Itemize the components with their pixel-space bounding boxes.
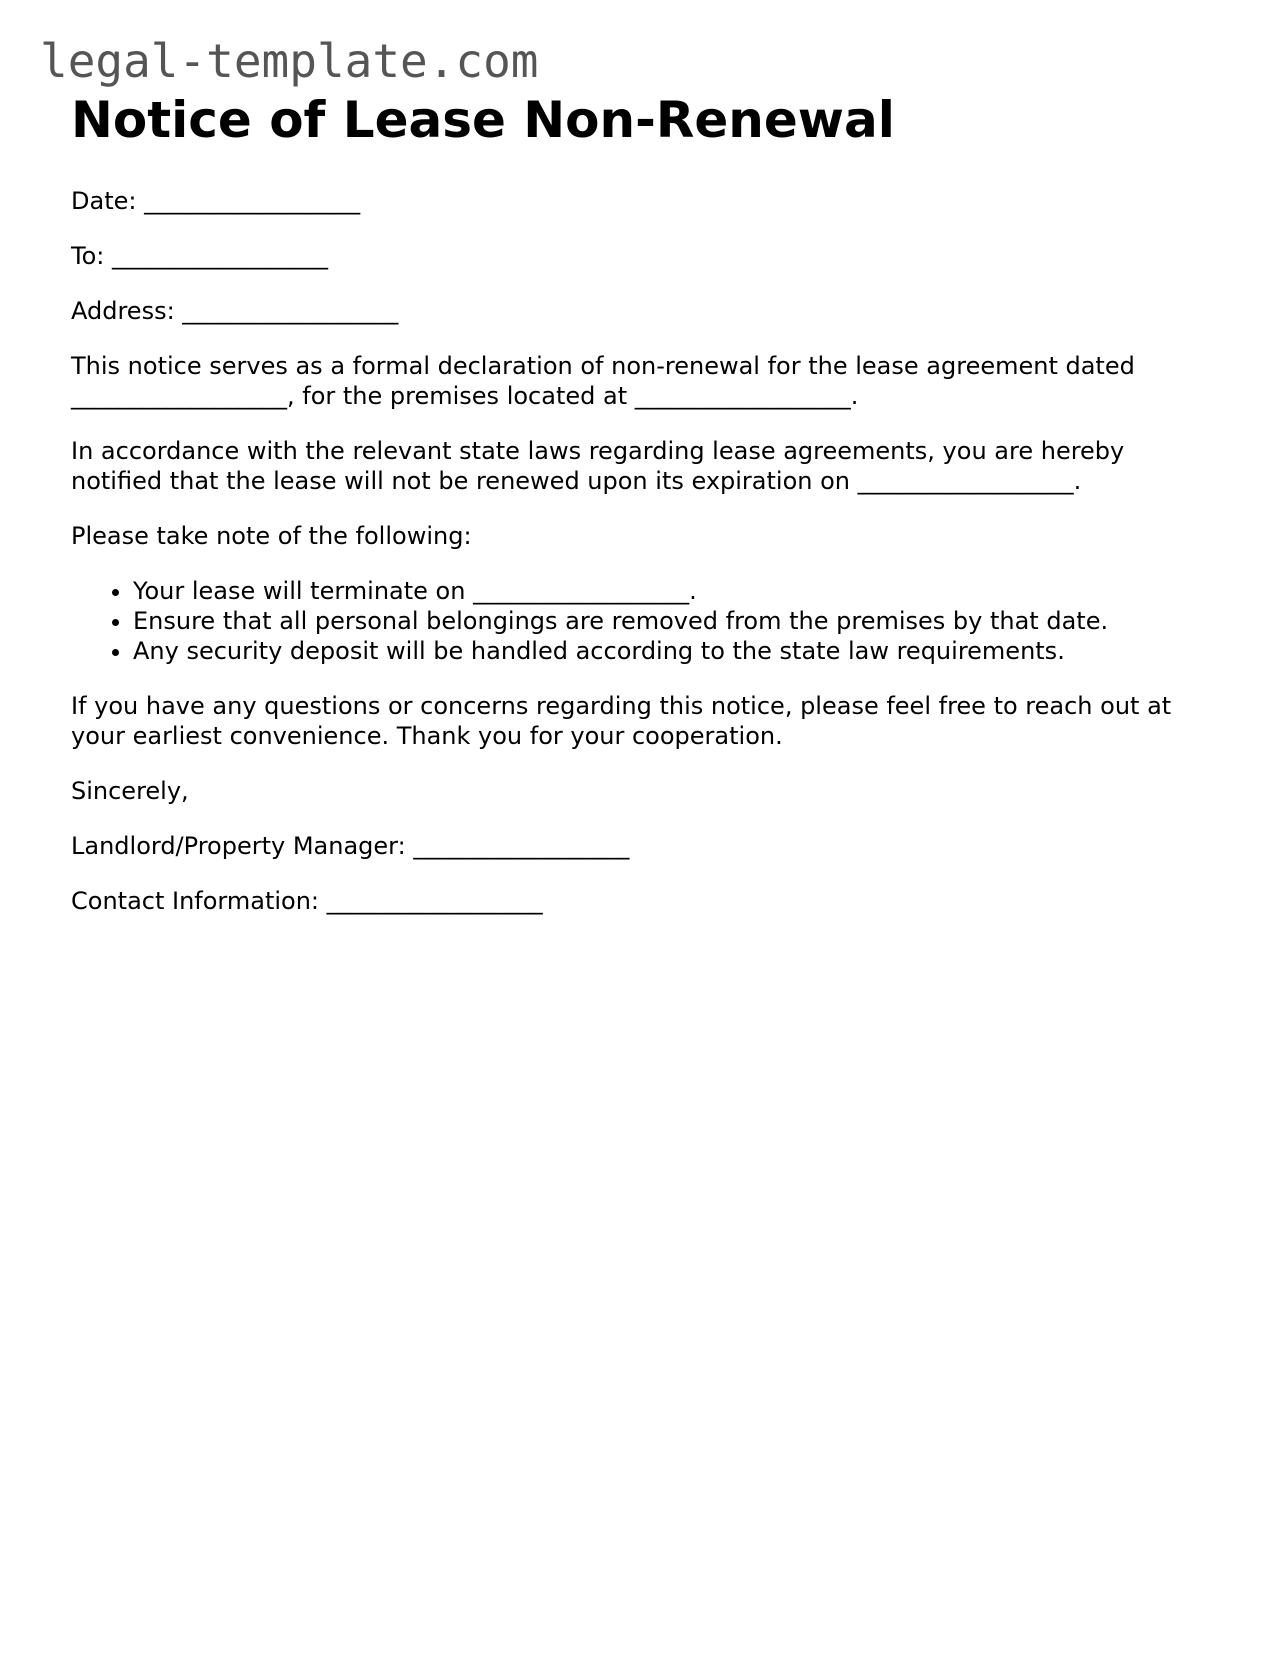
contact-info-field: Contact Information: __________________ xyxy=(71,887,543,915)
to-field: To: __________________ xyxy=(71,242,328,270)
closing-line: Sincerely, xyxy=(71,777,189,805)
landlord-signature-field: Landlord/Property Manager: __________________ xyxy=(71,832,630,860)
list-item-belongings: • Ensure that all personal belongings are removed from the premises by that date. xyxy=(133,606,1211,636)
document-body xyxy=(71,90,1211,941)
document-title: Notice of Lease Non-Renewal xyxy=(71,91,895,149)
address-field: Address: __________________ xyxy=(71,297,399,325)
watermark-text: legal-template.com xyxy=(40,34,539,88)
declaration-paragraph: This notice serves as a formal declaration of non-renewal for the lease agreement dated __________________, for the premises located at __________________. xyxy=(71,352,1135,410)
questions-paragraph: If you have any questions or concerns regarding this notice, please feel free to reach out at your earliest convenience. Thank you for your cooperation. xyxy=(71,692,1172,750)
list-item-terminate: • Your lease will terminate on __________________. xyxy=(133,576,1211,606)
accordance-paragraph: In accordance with the relevant state laws regarding lease agreements, you are hereby notified that the lease will not be renewed upon its expiration on __________________. xyxy=(71,437,1125,495)
list-item-deposit: • Any security deposit will be handled according to the state law requirements. xyxy=(133,636,1211,666)
date-field: Date: __________________ xyxy=(71,187,361,215)
note-intro: Please take note of the following: xyxy=(71,522,472,550)
notice-list xyxy=(71,576,1211,666)
